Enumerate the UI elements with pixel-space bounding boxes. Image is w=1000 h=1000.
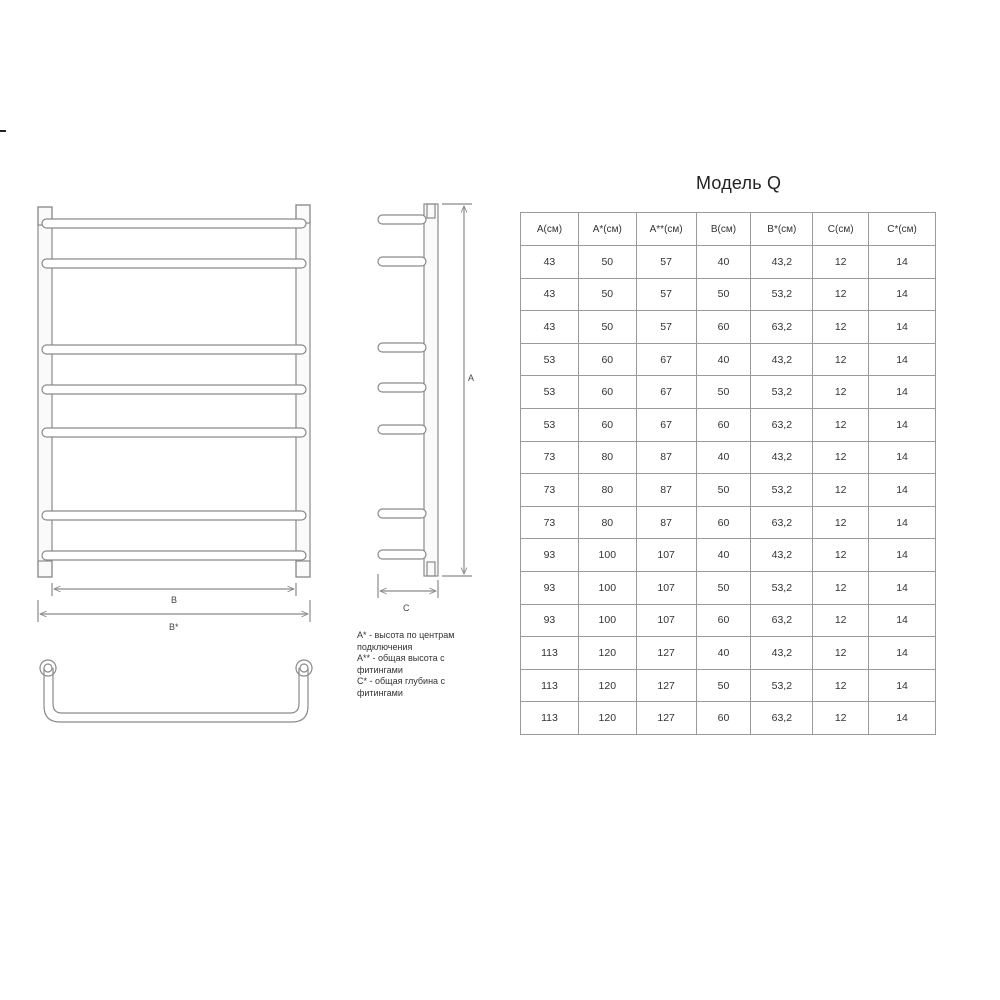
table-cell: 87 xyxy=(636,441,696,474)
table-cell: 53,2 xyxy=(751,474,813,507)
table-cell: 43,2 xyxy=(751,637,813,670)
table-cell: 100 xyxy=(578,539,636,572)
table-cell: 12 xyxy=(813,669,869,702)
table-cell: 100 xyxy=(578,604,636,637)
table-cell: 60 xyxy=(578,343,636,376)
table-cell: 53 xyxy=(521,408,579,441)
table-row xyxy=(521,539,936,572)
table-cell: 63,2 xyxy=(751,604,813,637)
table-cell: 127 xyxy=(636,669,696,702)
side-rung xyxy=(378,383,426,392)
table-cell: 60 xyxy=(696,604,751,637)
table-cell: 12 xyxy=(813,702,869,735)
table-row xyxy=(521,278,936,311)
table-cell: 120 xyxy=(578,637,636,670)
table-cell: 40 xyxy=(696,246,751,279)
note-line: фитингами xyxy=(357,687,403,698)
note-line: A** - общая высота с xyxy=(357,653,445,664)
table-cell: 12 xyxy=(813,311,869,344)
table-cell: 57 xyxy=(636,311,696,344)
table-row xyxy=(521,311,936,344)
table-cell: 43,2 xyxy=(751,441,813,474)
table-cell: 60 xyxy=(578,408,636,441)
table-cell: 93 xyxy=(521,539,579,572)
side-rung xyxy=(378,215,426,224)
side-view xyxy=(378,204,475,598)
size-table-header xyxy=(521,213,936,246)
table-cell: 113 xyxy=(521,669,579,702)
table-cell: 63,2 xyxy=(751,506,813,539)
table-cell: 53 xyxy=(521,376,579,409)
table-row xyxy=(521,637,936,670)
top-view xyxy=(40,660,312,722)
model-title: Модель Q xyxy=(696,173,782,193)
side-rung xyxy=(378,343,426,352)
side-rungs xyxy=(378,215,426,559)
table-cell: 73 xyxy=(521,506,579,539)
column-header: А*(см) xyxy=(578,213,636,246)
note-line: подключения xyxy=(357,641,413,652)
table-cell: 87 xyxy=(636,506,696,539)
table-cell: 40 xyxy=(696,343,751,376)
size-table xyxy=(520,212,936,735)
table-cell: 53,2 xyxy=(751,571,813,604)
side-rung xyxy=(378,550,426,559)
table-cell: 43 xyxy=(521,278,579,311)
table-cell: 57 xyxy=(636,278,696,311)
table-cell: 12 xyxy=(813,539,869,572)
table-cell: 57 xyxy=(636,246,696,279)
table-cell: 50 xyxy=(696,376,751,409)
table-cell: 14 xyxy=(869,669,936,702)
table-cell: 80 xyxy=(578,474,636,507)
table-cell: 14 xyxy=(869,408,936,441)
table-cell: 53 xyxy=(521,343,579,376)
table-cell: 50 xyxy=(578,246,636,279)
table-cell: 100 xyxy=(578,571,636,604)
table-cell: 107 xyxy=(636,539,696,572)
column-header: С(см) xyxy=(813,213,869,246)
column-header: В(см) xyxy=(696,213,751,246)
label-b: B xyxy=(171,595,178,605)
table-cell: 53,2 xyxy=(751,278,813,311)
table-row xyxy=(521,343,936,376)
table-cell: 53,2 xyxy=(751,669,813,702)
rung xyxy=(42,259,306,268)
table-cell: 63,2 xyxy=(751,702,813,735)
table-row xyxy=(521,246,936,279)
table-cell: 63,2 xyxy=(751,408,813,441)
table-cell: 14 xyxy=(869,702,936,735)
column-header: А(см) xyxy=(521,213,579,246)
table-cell: 14 xyxy=(869,246,936,279)
table-cell: 60 xyxy=(696,702,751,735)
table-row xyxy=(521,702,936,735)
table-cell: 120 xyxy=(578,669,636,702)
table-cell: 14 xyxy=(869,474,936,507)
rung xyxy=(42,345,306,354)
table-cell: 12 xyxy=(813,376,869,409)
table-cell: 40 xyxy=(696,539,751,572)
table-cell: 80 xyxy=(578,506,636,539)
table-cell: 12 xyxy=(813,408,869,441)
table-cell: 50 xyxy=(578,311,636,344)
table-cell: 60 xyxy=(696,408,751,441)
table-cell: 12 xyxy=(813,278,869,311)
table-cell: 43 xyxy=(521,311,579,344)
table-cell: 12 xyxy=(813,506,869,539)
table-cell: 107 xyxy=(636,571,696,604)
table-cell: 73 xyxy=(521,474,579,507)
table-cell: 14 xyxy=(869,571,936,604)
column-header: В*(см) xyxy=(751,213,813,246)
table-cell: 12 xyxy=(813,474,869,507)
table-cell: 127 xyxy=(636,702,696,735)
header-row xyxy=(521,213,936,246)
table-cell: 93 xyxy=(521,604,579,637)
table-cell: 14 xyxy=(869,506,936,539)
table-row xyxy=(521,474,936,507)
table-cell: 60 xyxy=(578,376,636,409)
table-row xyxy=(521,604,936,637)
table-cell: 53,2 xyxy=(751,376,813,409)
legend-notes xyxy=(357,630,507,700)
table-cell: 14 xyxy=(869,311,936,344)
note-line: A* - высота по центрам xyxy=(357,630,455,640)
table-cell: 43,2 xyxy=(751,539,813,572)
table-cell: 14 xyxy=(869,278,936,311)
table-cell: 12 xyxy=(813,246,869,279)
table-cell: 120 xyxy=(578,702,636,735)
table-cell: 127 xyxy=(636,637,696,670)
table-cell: 14 xyxy=(869,376,936,409)
table-cell: 12 xyxy=(813,441,869,474)
table-cell: 67 xyxy=(636,343,696,376)
table-cell: 80 xyxy=(578,441,636,474)
note-line: фитингами xyxy=(357,664,403,675)
label-b-star: B* xyxy=(169,622,179,632)
column-header: С*(см) xyxy=(869,213,936,246)
table-cell: 12 xyxy=(813,604,869,637)
u-inner xyxy=(53,668,299,713)
table-cell: 113 xyxy=(521,637,579,670)
note-line: C* - общая глубина с xyxy=(357,676,446,687)
table-cell: 50 xyxy=(696,474,751,507)
table-cell: 12 xyxy=(813,571,869,604)
table-cell: 12 xyxy=(813,637,869,670)
table-cell: 63,2 xyxy=(751,311,813,344)
table-cell: 14 xyxy=(869,441,936,474)
table-cell: 50 xyxy=(696,571,751,604)
table-cell: 107 xyxy=(636,604,696,637)
table-cell: 40 xyxy=(696,441,751,474)
table-cell: 60 xyxy=(696,506,751,539)
table-cell: 43 xyxy=(521,246,579,279)
table-row xyxy=(521,376,936,409)
table-cell: 14 xyxy=(869,343,936,376)
side-rung xyxy=(378,257,426,266)
side-rung xyxy=(378,509,426,518)
table-cell: 73 xyxy=(521,441,579,474)
rung xyxy=(42,511,306,520)
table-cell: 40 xyxy=(696,637,751,670)
table-row xyxy=(521,506,936,539)
table-cell: 50 xyxy=(578,278,636,311)
size-table-body xyxy=(521,246,936,735)
table-cell: 43,2 xyxy=(751,246,813,279)
table-cell: 93 xyxy=(521,571,579,604)
table-cell: 43,2 xyxy=(751,343,813,376)
table-cell: 14 xyxy=(869,539,936,572)
table-cell: 60 xyxy=(696,311,751,344)
rung xyxy=(42,385,306,394)
rung xyxy=(42,551,306,560)
u-outer xyxy=(44,668,308,722)
table-cell: 14 xyxy=(869,637,936,670)
table-row xyxy=(521,669,936,702)
rung xyxy=(42,219,306,228)
column-header: А**(см) xyxy=(636,213,696,246)
label-c: C xyxy=(403,603,410,613)
table-cell: 50 xyxy=(696,278,751,311)
side-rung xyxy=(378,425,426,434)
table-row xyxy=(521,441,936,474)
table-cell: 67 xyxy=(636,376,696,409)
front-view xyxy=(38,205,310,622)
table-cell: 12 xyxy=(813,343,869,376)
table-row xyxy=(521,408,936,441)
rung xyxy=(42,428,306,437)
table-cell: 87 xyxy=(636,474,696,507)
label-a: A xyxy=(468,373,475,383)
table-cell: 113 xyxy=(521,702,579,735)
rungs xyxy=(42,219,306,560)
table-cell: 14 xyxy=(869,604,936,637)
fitting-right-inner xyxy=(300,664,308,672)
table-cell: 50 xyxy=(696,669,751,702)
table-cell: 67 xyxy=(636,408,696,441)
table-row xyxy=(521,571,936,604)
fitting-left-inner xyxy=(44,664,52,672)
